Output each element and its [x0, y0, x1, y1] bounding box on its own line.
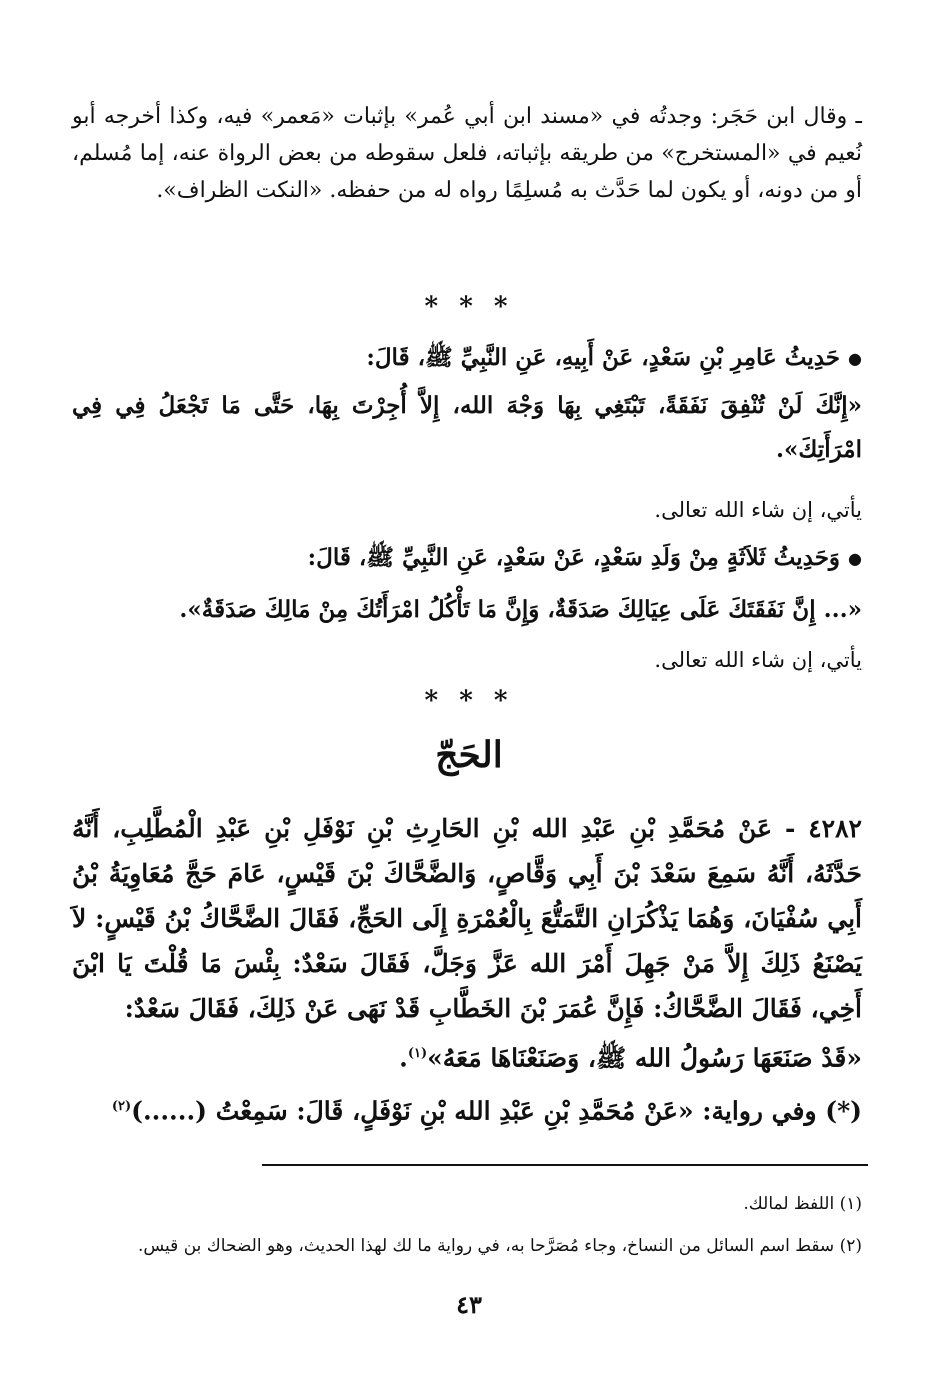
hadith-number: ٤٢٨٢ -: [784, 814, 862, 843]
footnote-2: (٢) سقط اسم السائل من النساخ، وجاء مُصَرَّحا به، في رواية ما لك لهذا الحديث، وهو الضحاك بن قيس.: [137, 1236, 862, 1256]
hadith-1-intro: ● حَدِيثُ عَامِرِ بْنِ سَعْدٍ، عَنْ أَبِيهِ، عَنِ النَّبِيِّ ﷺ، قَالَ:: [72, 338, 862, 379]
hadith-3-body: ٤٢٨٢ - عَنْ مُحَمَّدِ بْنِ عَبْدِ الله بْنِ الحَارِثِ بْنِ نَوْفَلِ بْنِ عَبْدِ الْمُطَّلِبِ، أَنَّهُ حَدَّثَهُ، أَنَّهُ سَمِعَ سَعْدَ بْنَ أَبِي وَقَّاصٍ، وَالضَّحَّاكَ بْنَ قَيْسٍ، عَامَ حَجَّ مُعَاوِيَةُ بْنُ أَبِي سُفْيَانَ، وَهُمَا يَذْكُرَانِ التَّمَتُّعَ بِالْعُمْرَةِ إِلَى الحَجِّ، فَقَالَ الضَّحَّاكُ بْنُ قَيْسٍ: لاَ يَصْنَعُ ذَلِكَ إِلاَّ مَنْ جَهِلَ أَمْرَ الله عَزَّ وَجَلَّ، فَقَالَ سَعْدٌ: بِئْسَ مَا قُلْتَ يَا ابْنَ أَخِي، فَقَالَ الضَّحَّاكُ: فَإِنَّ عُمَرَ بْنَ الخَطَّابِ قَدْ نَهَى عَنْ ذَلِكَ، فَقَالَ سَعْدٌ: «قَدْ صَنَعَهَا رَسُولُ الله ﷺ، وَصَنَعْنَاهَا مَعَهُ»$^{(١)}$. (*) وفي رواية: «عَنْ مُحَمَّدِ بْنِ عَبْدِ الله بْنِ نَوْفَلٍ، قَالَ: سَمِعْتُ (......)$^{(٢)}$: [72, 806, 862, 1134]
section-title: الحَجّ: [435, 734, 503, 776]
yati-note-1: يأتي، إن شاء الله تعالى.: [654, 498, 862, 522]
hadith-3-quote: «قَدْ صَنَعَهَا رَسُولُ الله ﷺ، وَصَنَعْنَاهَا مَعَهُ»: [427, 1043, 862, 1073]
footnote-ref-1: (١): [407, 1046, 428, 1061]
hadith-1-text: «إِنَّكَ لَنْ تُنْفِقَ نَفَقَةً، تَبْتَغِي بِهَا وَجْهَ الله، إِلاَّ أُجِرْتَ بِهَا، حَتَّى مَا تَجْعَلُ فِي فِي امْرَأَتِكَ».: [72, 392, 862, 463]
separator-stars: * * *: [424, 292, 514, 322]
riwaya-line: [72, 1084, 862, 1133]
riwaya-marker: (*): [825, 1096, 862, 1126]
hadith-2-intro: ● وَحَدِيثُ ثَلاَثَةٍ مِنْ وَلَدِ سَعْدٍ، عَنْ سَعْدٍ، عَنِ النَّبِيِّ ﷺ، قَالَ:: [72, 538, 862, 579]
riwaya-text: وفي رواية: «عَنْ مُحَمَّدِ بْنِ عَبْدِ الله بْنِ نَوْفَلٍ، قَالَ: سَمِعْتُ (......): [131, 1096, 817, 1126]
footnote-separator: [262, 1164, 868, 1166]
page-number: ٤٣: [456, 1290, 482, 1319]
intro-paragraph: ـ وقال ابن حَجَر: وجدتُه في «مسند ابن أبي عُمر» بإثبات «مَعمر» فيه، وكذا أخرجه أبو نُعيم في «المستخرج» من طريقه بإثباته، فلعل سقوطه من بعض الرواة عنه، إما مُسلم، أو من دونه، أو يكون لما حَدَّث به مُسلِمًا رواه له من حفظه. «النكت الظراف».: [72, 104, 862, 203]
hadith-3-text: عَنْ مُحَمَّدِ بْنِ عَبْدِ الله بْنِ الحَارِثِ بْنِ نَوْفَلِ بْنِ عَبْدِ الْمُطَّلِبِ، أَنَّهُ حَدَّثَهُ، أَنَّهُ سَمِعَ سَعْدَ بْنَ أَبِي وَقَّاصٍ، وَالضَّحَّاكَ بْنَ قَيْسٍ، عَامَ حَجَّ مُعَاوِيَةُ بْنُ أَبِي سُفْيَانَ، وَهُمَا يَذْكُرَانِ التَّمَتُّعَ بِالْعُمْرَةِ إِلَى الحَجِّ، فَقَالَ الضَّحَّاكُ بْنُ قَيْسٍ: لاَ يَصْنَعُ ذَلِكَ إِلاَّ مَنْ جَهِلَ أَمْرَ الله عَزَّ وَجَلَّ، فَقَالَ سَعْدٌ: بِئْسَ مَا قُلْتَ يَا ابْنَ أَخِي، فَقَالَ الضَّحَّاكُ: فَإِنَّ عُمَرَ بْنَ الخَطَّابِ قَدْ نَهَى عَنْ ذَلِكَ، فَقَالَ سَعْدٌ:: [72, 814, 862, 1023]
footnote-ref-2: (٢): [111, 1099, 132, 1115]
yati-note-2: يأتي، إن شاء الله تعالى.: [654, 648, 862, 672]
footnote-1: (١) اللفظ لمالك.: [743, 1194, 862, 1214]
separator-stars-2: * * *: [424, 686, 514, 716]
hadith-2-text: «... إِنَّ نَفَقَتَكَ عَلَى عِيَالِكَ صَدَقَةٌ، وَإِنَّ مَا تَأْكُلُ امْرَأَتُكَ مِنْ مَالِكَ صَدَقَةٌ».: [179, 596, 862, 623]
